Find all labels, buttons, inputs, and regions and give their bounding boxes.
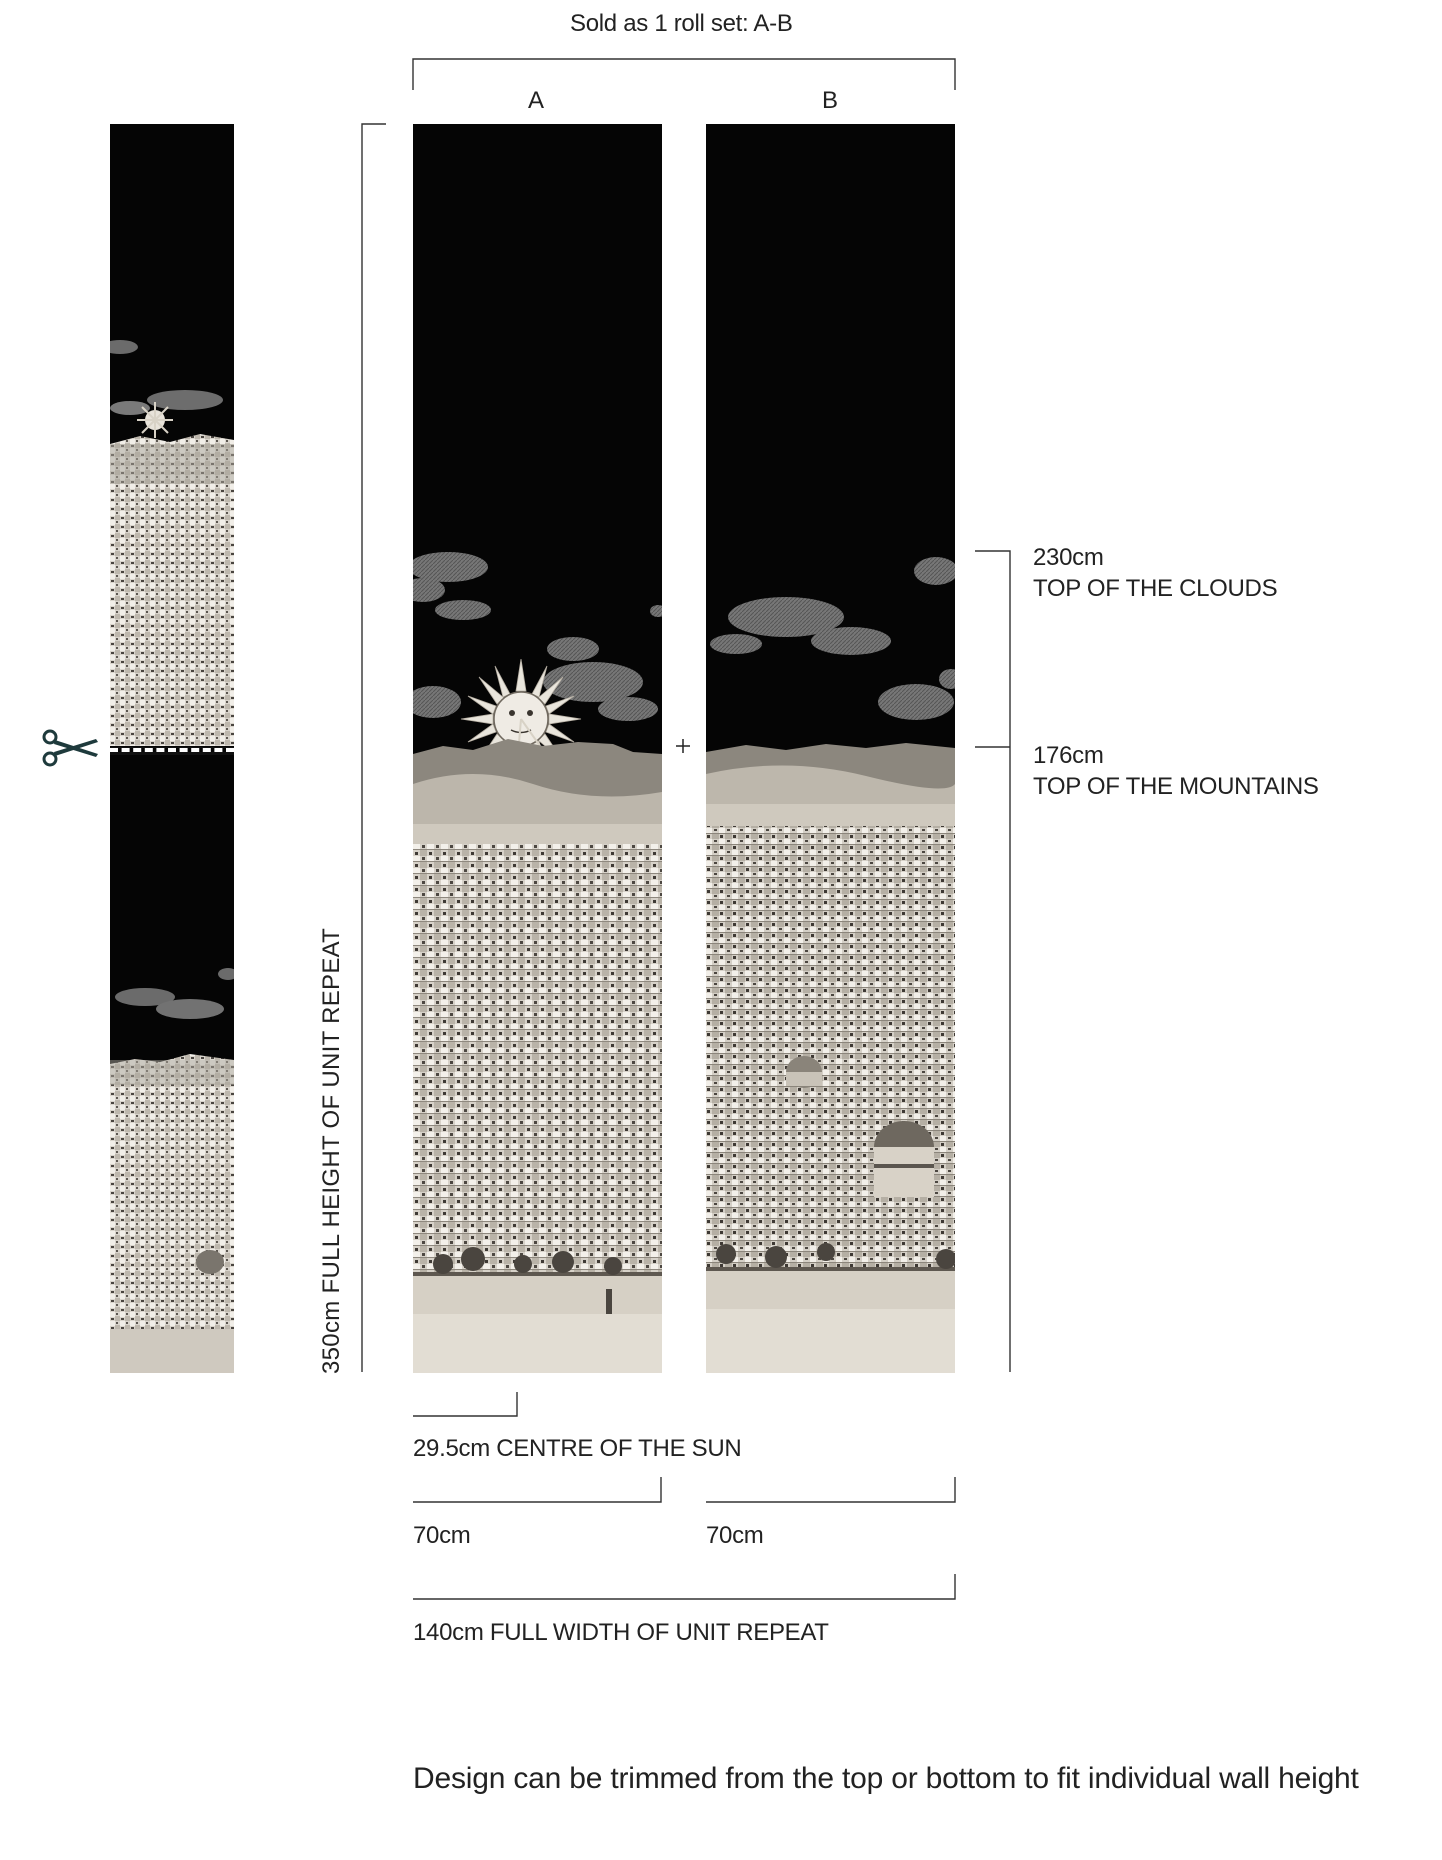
plus-icon [675, 738, 691, 754]
preview-sun-icon [137, 402, 173, 438]
panel-a-label: A [528, 87, 544, 114]
width-b-bracket [706, 1477, 955, 1502]
panel-a [413, 124, 662, 1373]
mountains-value: 176cm [1033, 742, 1104, 769]
full-height-bracket [362, 124, 386, 1372]
width-b-label: 70cm [706, 1522, 764, 1549]
width-a-bracket [413, 1477, 661, 1502]
full-width-bracket [413, 1574, 955, 1599]
clouds-label: TOP OF THE CLOUDS [1033, 575, 1278, 602]
roll-set-bracket [413, 59, 955, 90]
panel-b [706, 124, 955, 1373]
trim-note: Design can be trimmed from the top or bottom to fit individual wall height [413, 1762, 1359, 1795]
full-width-label: 140cm FULL WIDTH OF UNIT REPEAT [413, 1619, 829, 1646]
panel-b-label: B [822, 87, 838, 114]
scissors-icon [40, 728, 100, 768]
sun-centre-bracket [413, 1392, 517, 1416]
mountains-label: TOP OF THE MOUNTAINS [1033, 773, 1319, 800]
clouds-value: 230cm [1033, 544, 1104, 571]
cut-line [110, 748, 234, 752]
clouds-bracket [975, 551, 1010, 1372]
full-height-label: 350cm FULL HEIGHT OF UNIT REPEAT [318, 927, 345, 1374]
roll-set-label: Sold as 1 roll set: A-B [570, 10, 793, 37]
sun-centre-label: 29.5cm CENTRE OF THE SUN [413, 1435, 742, 1462]
panel-b-clouds [710, 557, 955, 720]
width-a-label: 70cm [413, 1522, 471, 1549]
